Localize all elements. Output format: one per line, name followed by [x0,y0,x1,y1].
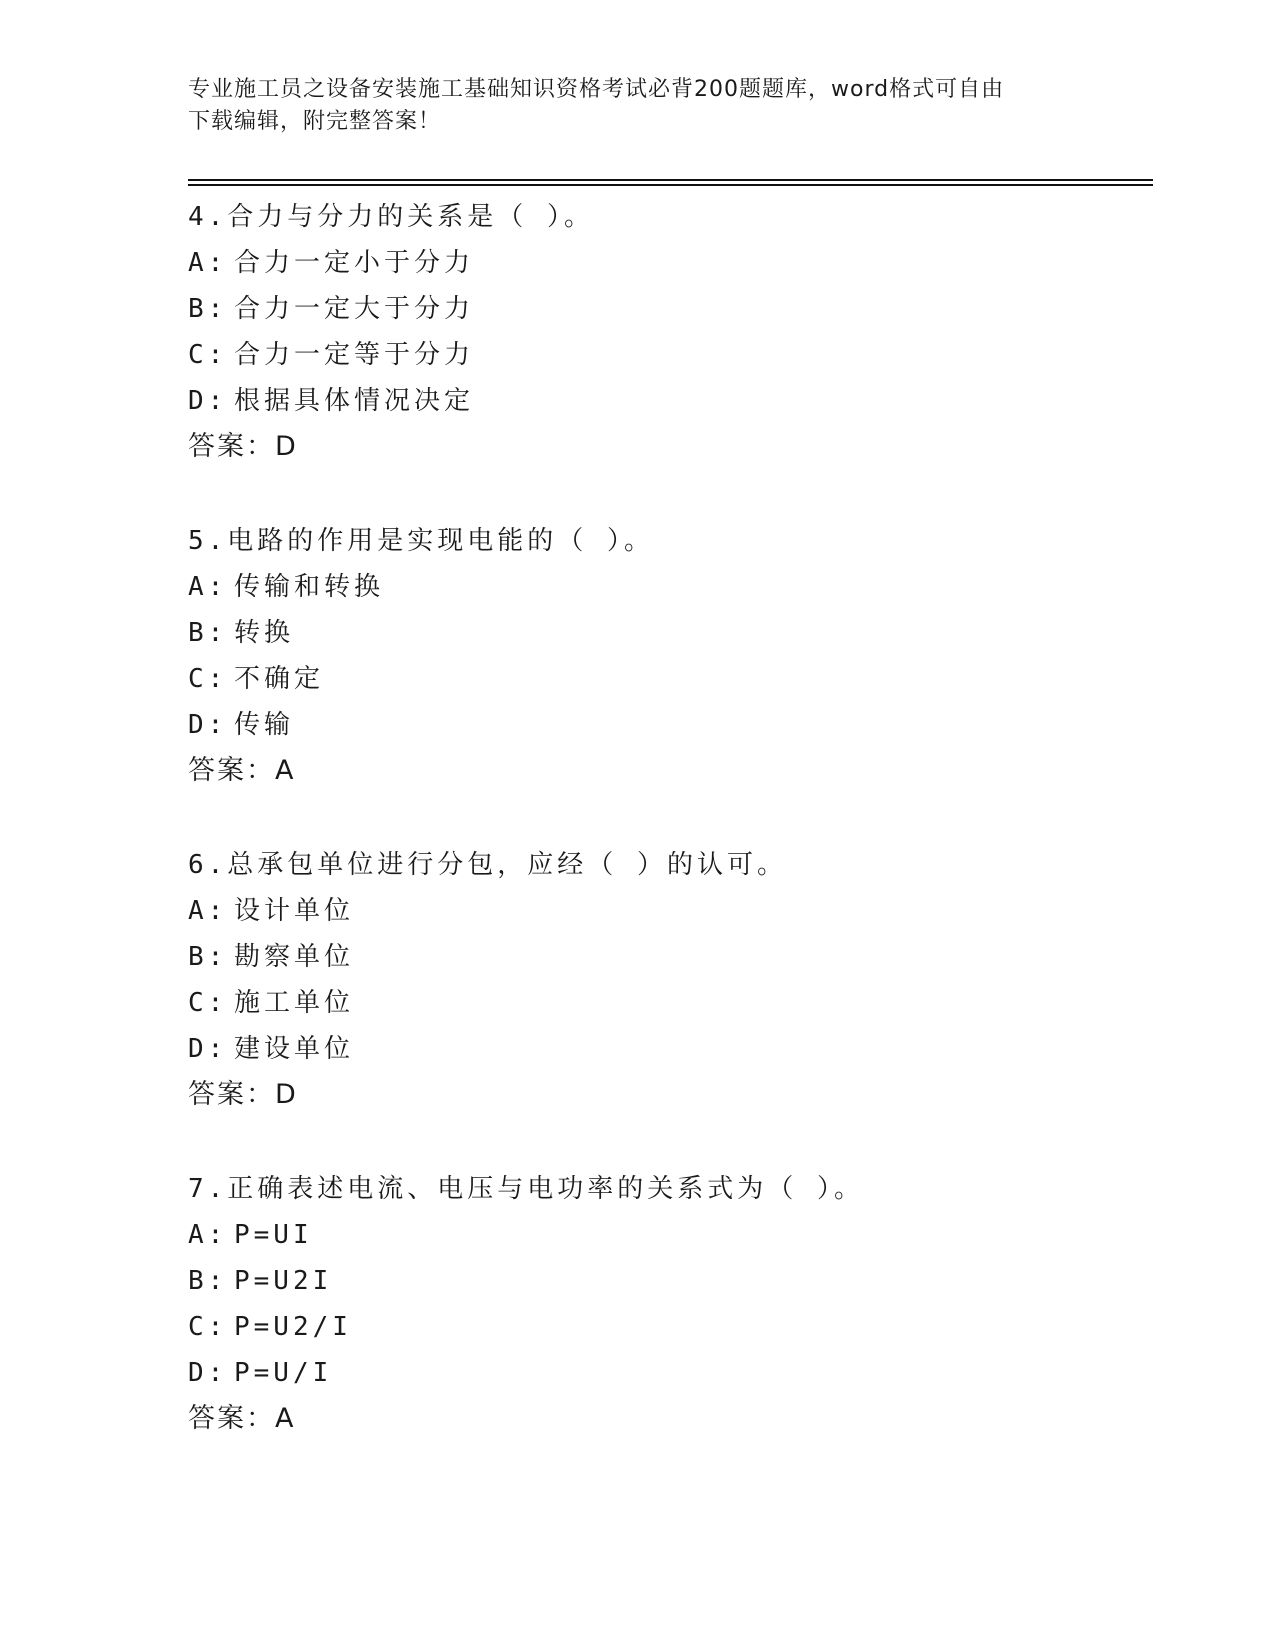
header-line-2: 下载编辑，附完整答案！ [188,109,442,134]
question-7 [188,1166,1148,1442]
option-letter: B: [188,1266,228,1296]
question-5 [188,518,1148,794]
option-b [188,610,1148,656]
option-text: 传输 [234,710,295,740]
option-letter: A: [188,572,228,602]
question-stem: 5.电路的作用是实现电能的（ ）。 [188,526,654,556]
question-stem: 4.合力与分力的关系是（ ）。 [188,202,594,232]
option-letter: C: [188,1312,228,1342]
option-text: P=U2/I [234,1312,352,1342]
question-6 [188,842,1148,1118]
option-c [188,980,1148,1026]
option-letter: B: [188,942,228,972]
option-b [188,1258,1148,1304]
header-divider-top [188,179,1153,181]
option-text: 不确定 [234,664,325,694]
option-letter: D: [188,1358,228,1388]
option-a [188,1212,1148,1258]
document-header [188,74,1068,138]
option-letter: C: [188,340,228,370]
answer-line: 答案：A [188,1403,296,1434]
option-c [188,656,1148,702]
option-a [188,240,1148,286]
option-letter: D: [188,386,228,416]
answer-line: 答案：A [188,755,296,786]
option-d [188,1350,1148,1396]
option-text: 合力一定大于分力 [234,294,475,324]
option-a [188,564,1148,610]
header-divider-bottom [188,184,1153,186]
question-4 [188,194,1148,470]
option-text: 合力一定等于分力 [234,340,475,370]
option-letter: A: [188,896,228,926]
option-c [188,332,1148,378]
option-text: 根据具体情况决定 [234,386,475,416]
option-d [188,378,1148,424]
option-d [188,702,1148,748]
option-text: P=U/I [234,1358,333,1388]
option-text: 施工单位 [234,988,355,1018]
question-stem: 7.正确表述电流、电压与电功率的关系式为（ ）。 [188,1174,864,1204]
option-text: 勘察单位 [234,942,355,972]
question-list [188,194,1148,1490]
option-d [188,1026,1148,1072]
answer-line: 答案：D [188,1079,298,1110]
option-letter: C: [188,988,228,1018]
option-text: 建设单位 [234,1034,355,1064]
question-stem: 6.总承包单位进行分包，应经（ ）的认可。 [188,850,787,880]
option-text: 转换 [234,618,295,648]
option-text: P=U2I [234,1266,333,1296]
option-text: 合力一定小于分力 [234,248,475,278]
header-line-1: 专业施工员之设备安装施工基础知识资格考试必背200题题库，word格式可自由 [188,77,1005,102]
option-text: 传输和转换 [234,572,385,602]
option-letter: C: [188,664,228,694]
option-c [188,1304,1148,1350]
option-letter: D: [188,1034,228,1064]
option-b [188,934,1148,980]
option-letter: A: [188,248,228,278]
option-text: P=UI [234,1220,313,1250]
option-text: 设计单位 [234,896,355,926]
answer-line: 答案：D [188,431,298,462]
option-a [188,888,1148,934]
option-letter: D: [188,710,228,740]
option-b [188,286,1148,332]
option-letter: A: [188,1220,228,1250]
option-letter: B: [188,294,228,324]
option-letter: B: [188,618,228,648]
